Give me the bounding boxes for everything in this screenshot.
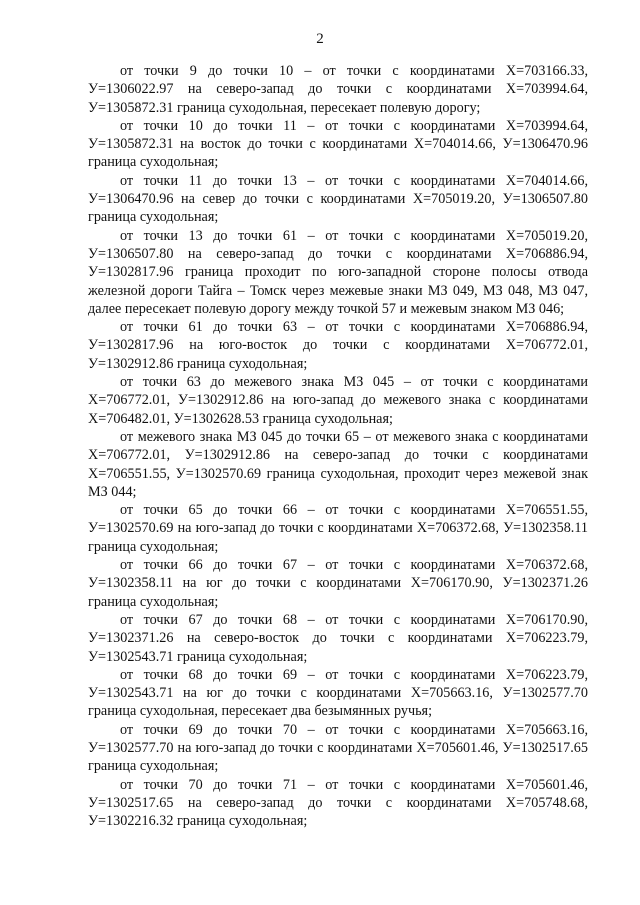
boundary-segment-paragraph: от точки 70 до точки 71 – от точки с координатами Х=705601.46, У=1302517.65 на северо-запад до точки с координатами Х=705748.68, У=1302216.32 граница суходольная; bbox=[88, 776, 588, 830]
page-number: 2 bbox=[316, 31, 324, 47]
boundary-segment-paragraph: от точки 11 до точки 13 – от точки с координатами Х=704014.66, У=1306470.96 на север до точки с координатами Х=705019.20, У=1306507.80 граница суходольная; bbox=[88, 172, 588, 226]
boundary-segment-paragraph: от точки 68 до точки 69 – от точки с координатами Х=706223.79, У=1302543.71 на юг до точки с координатами Х=705663.16, У=1302577.70 граница суходольная, пересекает два безымянных ручья; bbox=[88, 666, 588, 720]
boundary-segment-paragraph: от точки 63 до межевого знака МЗ 045 – от точки с координатами Х=706772.01, У=1302912.86 на юго-запад до межевого знака с координатами Х=706482.01, У=1302628.53 граница суходольная; bbox=[88, 374, 588, 427]
boundary-segment-paragraph: от точки 69 до точки 70 – от точки с координатами Х=705663.16, У=1302577.70 на юго-запад до точки с координатами Х=705601.46, У=1302517.65 граница суходольная; bbox=[88, 721, 588, 775]
boundary-segment-paragraph: от точки 67 до точки 68 – от точки с координатами Х=706170.90, У=1302371.26 на северо-восток до точки с координатами Х=706223.79, У=1302543.71 граница суходольная; bbox=[88, 611, 588, 665]
boundary-segment-paragraph: от точки 61 до точки 63 – от точки с координатами Х=706886.94, У=1302817.96 на юго-восток до точки с координатами Х=706772.01, У=1302912.86 граница суходольная; bbox=[88, 319, 588, 372]
boundary-segment-paragraph: от точки 66 до точки 67 – от точки с координатами Х=706372.68, У=1302358.11 на юг до точки с координатами Х=706170.90, У=1302371.26 граница суходольная; bbox=[88, 557, 588, 610]
boundary-segment-paragraph: от межевого знака МЗ 045 до точки 65 – от межевого знака с координатами Х=706772.01, У=1302912.86 на северо-запад до точки с координатами Х=706551.55, У=1302570.69 граница суходольная, проходит через межевой знак МЗ 044; bbox=[88, 428, 588, 500]
boundary-segment-paragraph: от точки 10 до точки 11 – от точки с координатами Х=703994.64, У=1305872.31 на восток до точки с координатами Х=704014.66, У=1306470.96 граница суходольная; bbox=[88, 117, 588, 171]
boundary-segment-paragraph: от точки 65 до точки 66 – от точки с координатами Х=706551.55, У=1302570.69 на юго-запад до точки с координатами Х=706372.68, У=1302358.11 граница суходольная; bbox=[88, 502, 588, 555]
document-body bbox=[88, 62, 588, 830]
boundary-segment-paragraph: от точки 9 до точки 10 – от точки с координатами Х=703166.33, У=1306022.97 на северо-запад до точки с координатами Х=703994.64, У=1305872.31 граница суходольная, пересекает полевую дорогу; bbox=[88, 63, 588, 116]
boundary-segment-paragraph: от точки 13 до точки 61 – от точки с координатами Х=705019.20, У=1306507.80 на северо-запад до точки с координатами Х=706886.94, У=1302817.96 граница проходит по юго-западной стороне полосы отвода железной дороги Тайга – Томск через межевые знаки МЗ 049, МЗ 048, МЗ 047, далее пересекает полевую дорогу между точкой 57 и межевым знаком МЗ 046; bbox=[88, 227, 588, 317]
